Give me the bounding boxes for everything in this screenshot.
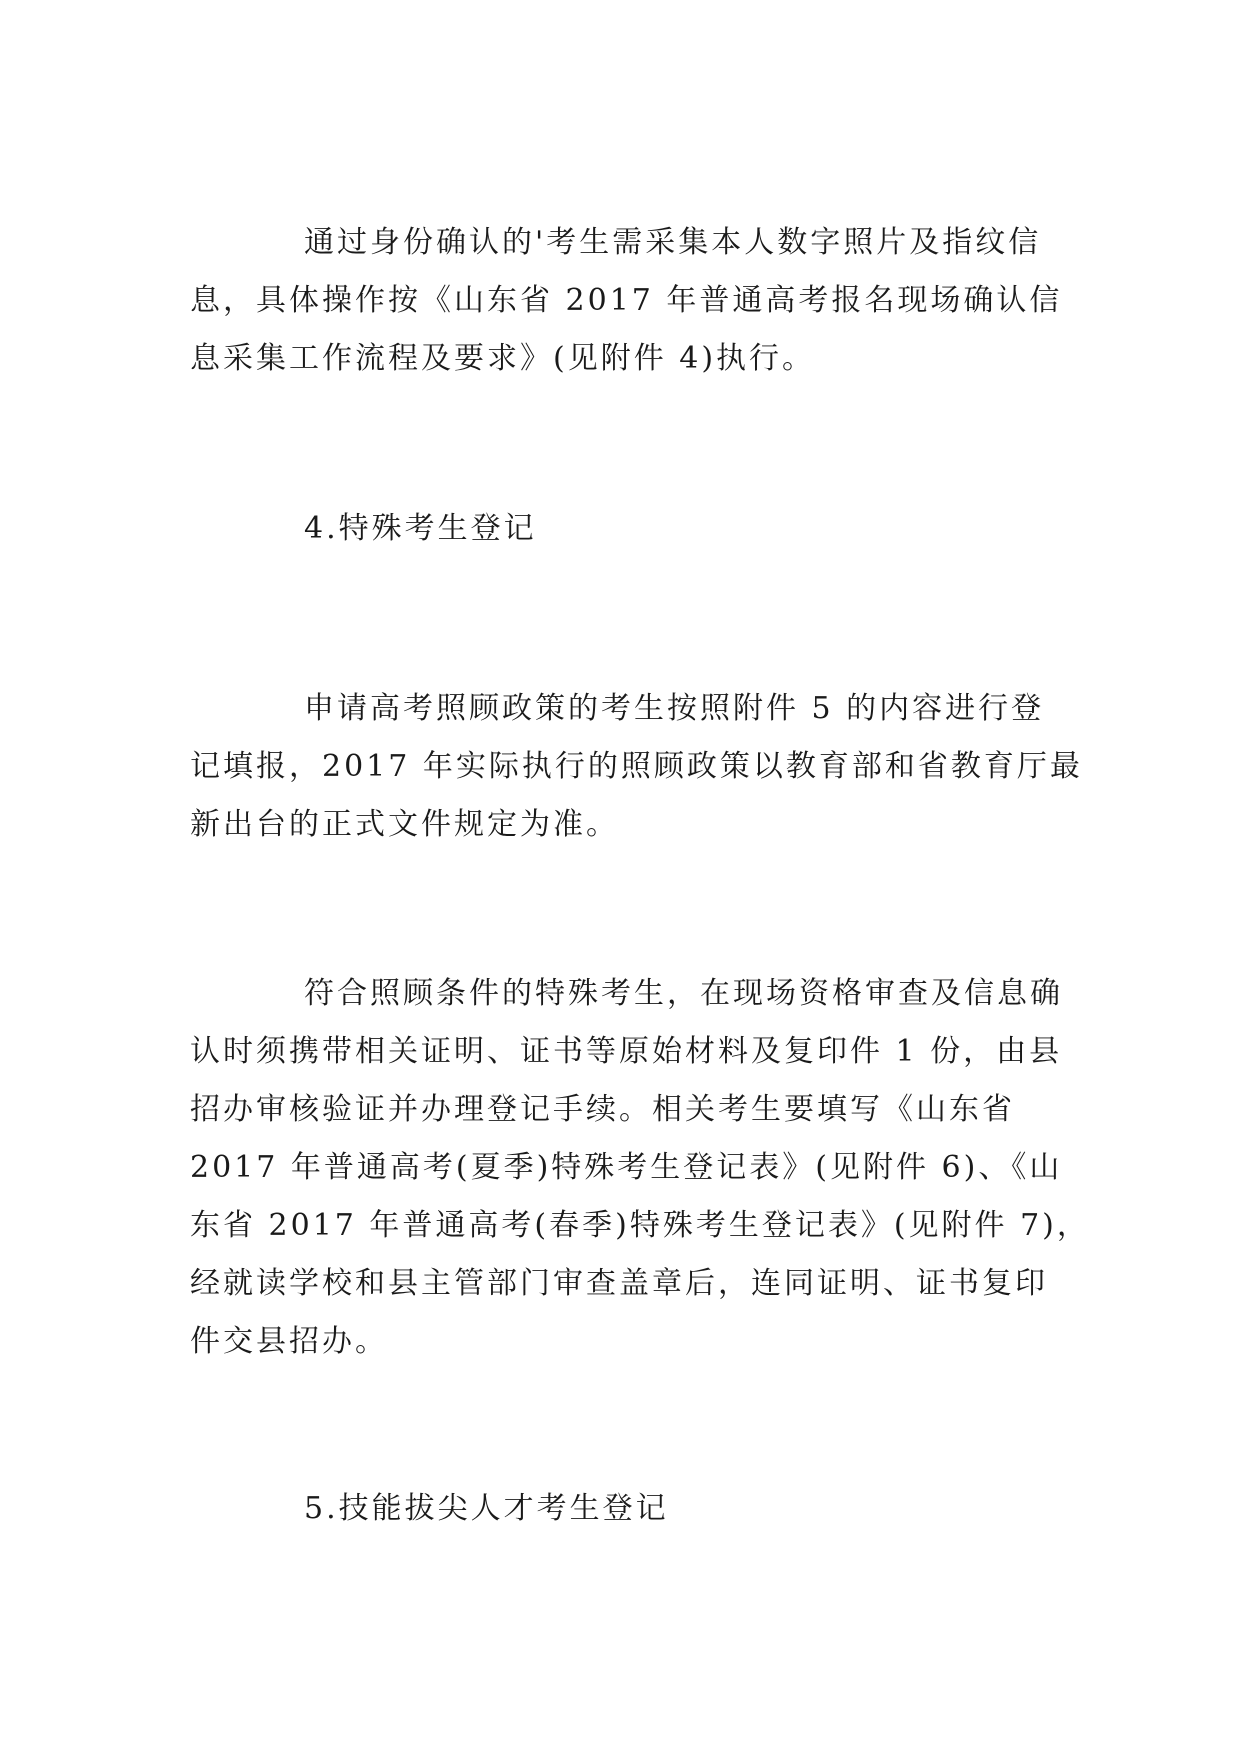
paragraph-line: 认时须携带相关证明、证书等原始材料及复印件 1 份，由县 [190,1034,1063,1069]
paragraph-line: 申请高考照顾政策的考生按照附件 5 的内容进行登 [304,691,1045,726]
paragraph-line: 2017 年普通高考(夏季)特殊考生登记表》(见附件 6)、《山 [190,1150,1063,1185]
paragraph-line: 招办审核验证并办理登记手续。相关考生要填写《山东省 [190,1092,1015,1127]
section-heading-skill-talent-registration: 5.技能拔尖人才考生登记 [304,1491,669,1526]
paragraph-line: 符合照顾条件的特殊考生，在现场资格审查及信息确 [304,976,1063,1011]
paragraph-info-collection [190,214,1063,388]
paragraph-line: 息采集工作流程及要求》(见附件 4)执行。 [190,341,816,376]
paragraph-line: 记填报，2017 年实际执行的照顾政策以教育部和省教育厅最 [190,749,1083,784]
paragraph-special-candidates [190,965,1090,1371]
paragraph-line: 新出台的正式文件规定为准。 [190,807,619,842]
paragraph-line: 件交县招办。 [190,1324,388,1359]
paragraph-line: 息，具体操作按《山东省 2017 年普通高考报名现场确认信 [190,283,1063,318]
paragraph-line: 通过身份确认的'考生需采集本人数字照片及指纹信 [304,225,1042,260]
section-heading-special-registration: 4.特殊考生登记 [304,511,537,546]
paragraph-line: 经就读学校和县主管部门审查盖章后，连同证明、证书复印 [190,1266,1048,1301]
paragraph-care-policy [190,680,1083,854]
paragraph-line: 东省 2017 年普通高考(春季)特殊考生登记表》(见附件 7)， [190,1208,1090,1243]
